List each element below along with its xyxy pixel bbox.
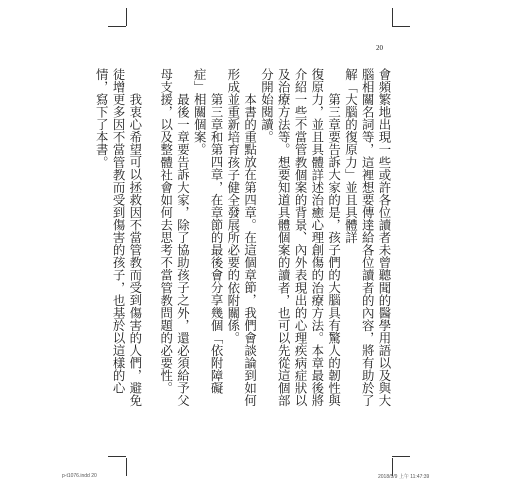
paragraph: 我衷心希望可以拯救因不當管教而受到傷害的人們，避免徒增更多因不當管教而受到傷害的孩子，也基於以這樣的心情，寫下了本書。 bbox=[94, 68, 143, 407]
paragraph: 最後一章要告訴大家，除了協助孩子之外，還必須給予父母支援，以及整體社會如何去思考不當管教問題的必要性。 bbox=[158, 68, 191, 407]
paragraph: 第三章和第四章，在章節的最後會分享幾個「依附障礙症」相關個案。 bbox=[192, 68, 225, 394]
crop-mark bbox=[108, 456, 126, 457]
crop-mark bbox=[392, 26, 410, 27]
page-number: 20 bbox=[376, 44, 383, 52]
paragraph: 本書的重點放在第四章。在這個章節，我們會談論到如何形成並重新培育孩子健全發展所必要的依附關係。 bbox=[225, 68, 258, 407]
crop-mark bbox=[126, 458, 127, 476]
footer-file: p-t1076.indd 20 bbox=[62, 473, 97, 479]
paragraph: 第三章要告訴大家的是，孩子們的大腦具有驚人的韌性與復原力，並且具體詳述治癒心理創傷的治療方法。本章最後將介紹一些不當管教個案的背景、內外表現出的心理疾病症狀以及治療方法等。想要知道具體個案的讀者，也可以先從這個部分開始閱讀。 bbox=[259, 68, 342, 407]
crop-mark bbox=[126, 8, 127, 26]
paragraph: 會頻繁地出現一些或許各位讀者未曾聽聞的醫學用語以及與大腦相關名詞等，這裡想要傳達給各位讀者的內容，將有助於了解「大腦的復原力」並且具體詳 bbox=[343, 68, 392, 407]
crop-mark bbox=[392, 456, 410, 457]
footer-timestamp: 2018/5/9 上午 11:47:39 bbox=[378, 474, 430, 480]
body-text bbox=[92, 68, 392, 408]
crop-mark bbox=[108, 26, 126, 27]
crop-mark bbox=[392, 8, 393, 26]
